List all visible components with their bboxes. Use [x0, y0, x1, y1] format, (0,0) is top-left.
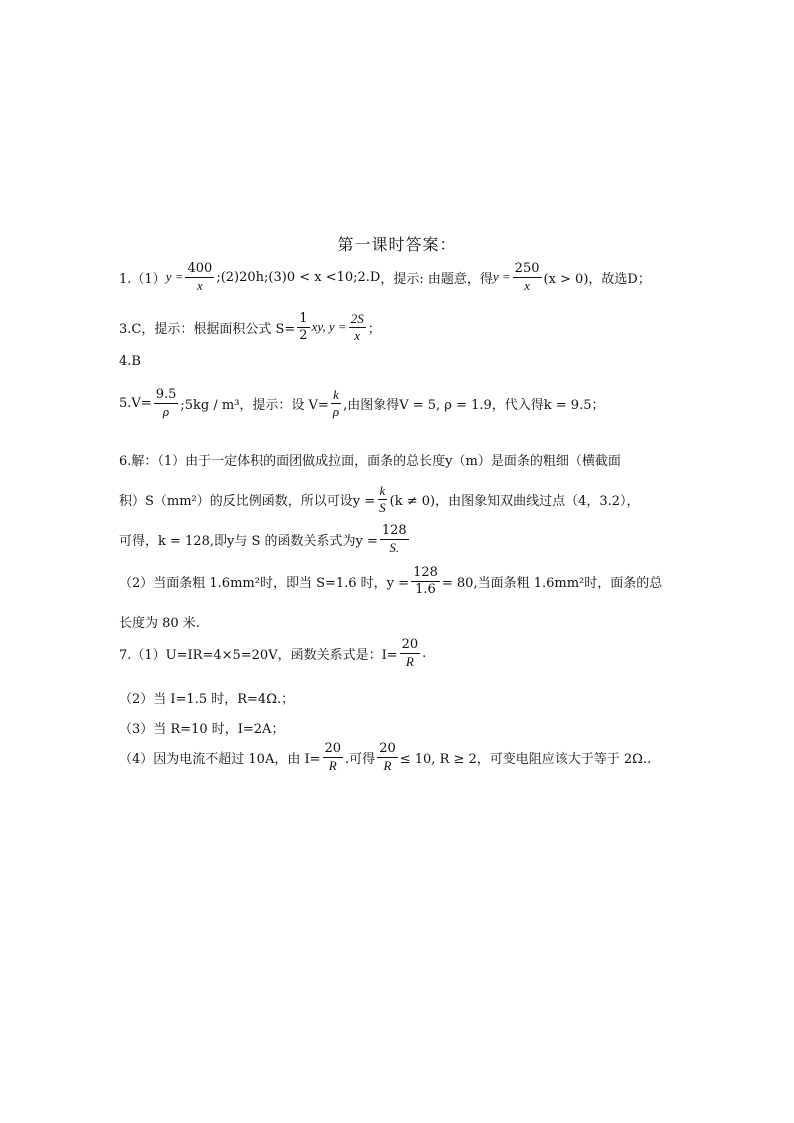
- q7-frac3-num: 20: [379, 741, 396, 756]
- q1-fraction-2: [513, 262, 542, 292]
- q5-fraction-1: [154, 388, 179, 418]
- q3-tail: ；: [367, 321, 381, 337]
- q1-frac1-den: x: [197, 277, 203, 293]
- q3-frac1-den: 2: [299, 327, 308, 343]
- answer-line-q7-2: [119, 688, 294, 707]
- q6-frac3-den: 1.6: [415, 581, 436, 597]
- q1-tail: (x > 0)，故选D；: [543, 271, 651, 287]
- q3-prefix: 3.C，提示：根据面积公式 S=: [119, 321, 296, 337]
- q3-frac2-den: x: [354, 327, 361, 343]
- q1-hint: ，提示: 由题意，得: [380, 271, 493, 287]
- q6-line3-prefix: 可得，k = 128,即y与 S 的函数关系式为y =: [119, 533, 378, 549]
- q7-line4-mid: .可得: [345, 751, 376, 767]
- q5-frac2-num: k: [333, 387, 339, 402]
- answer-line-q6-4: [119, 566, 662, 596]
- answer-line-q6-3: [119, 524, 411, 554]
- answer-line-q1: [119, 262, 651, 292]
- q5-frac2-den: ρ: [332, 403, 340, 419]
- q6-frac2-num: 128: [381, 523, 407, 538]
- q1-y-eq-2: y =: [492, 269, 511, 285]
- answer-line-q7-3: [119, 718, 284, 737]
- q3-fraction-1: [297, 312, 309, 342]
- q4-text: 4.B: [119, 354, 141, 369]
- q1-fraction-1: [185, 262, 214, 292]
- q1-prefix: 1.（1）: [119, 271, 166, 287]
- q6-line4-prefix: （2）当面条粗 1.6mm²时，即当 S=1.6 时，y =: [119, 575, 410, 591]
- q7-line1-tail: .: [422, 645, 427, 661]
- q6-frac1-den: S: [379, 499, 386, 515]
- q5-mid: ;5kg / m³，提示：设 V=: [180, 397, 329, 413]
- q7-frac2-num: 20: [324, 741, 342, 756]
- q7-frac1-num: 20: [401, 637, 419, 652]
- q6-frac1-num: k: [379, 483, 386, 498]
- q6-line2-tail: (k ≠ 0)，由图象知双曲线过点（4，3.2），: [389, 493, 640, 509]
- q3-frac2-num: 2S: [350, 311, 364, 326]
- answer-line-q6-5: [119, 612, 200, 631]
- q7-frac3-den: R: [383, 757, 392, 773]
- q5-frac1-den: ρ: [162, 403, 170, 419]
- q6-fraction-2: [380, 524, 409, 554]
- answer-line-q7-4: [119, 742, 651, 772]
- answer-line-q4: [119, 354, 141, 369]
- q7-frac2-den: R: [328, 757, 337, 773]
- q1-mid: ;(2)20h;(3)0 < x <10;2.D: [216, 269, 381, 285]
- q3-fraction-2: [349, 312, 366, 342]
- answer-line-q7-1: [119, 638, 426, 668]
- q1-frac2-num: 250: [514, 261, 540, 276]
- answer-line-q6-2: [119, 484, 640, 514]
- q6-frac3-num: 128: [413, 565, 438, 580]
- q1-frac2-den: x: [524, 277, 530, 293]
- answer-line-q3: [119, 312, 381, 342]
- answer-line-q5: [119, 388, 604, 418]
- q7-fraction-3: [377, 742, 398, 772]
- q6-line1: 6.解：（1）由于一定体积的面团做成拉面，面条的总长度y（m）是面条的粗细（横截面: [119, 454, 621, 469]
- page-title: 第一课时答案：: [337, 235, 457, 254]
- q3-frac1-num: 1: [299, 311, 308, 326]
- q6-fraction-3: [411, 566, 440, 596]
- q7-line2: （2）当 I=1.5 时，R=4Ω.；: [119, 692, 295, 707]
- q5-fraction-2: [331, 388, 341, 418]
- q5-frac1-num: 9.5: [155, 387, 177, 402]
- q6-line4-tail: = 80,当面条粗 1.6mm²时，面条的总: [441, 575, 663, 591]
- q7-frac1-den: R: [405, 653, 414, 669]
- q7-line4-prefix: （4）因为电流不超过 10A，由 I=: [119, 751, 321, 767]
- q7-line1-prefix: 7.（1）U=IR=4×5=20V，函数关系式是：I=: [119, 647, 398, 663]
- q1-frac1-num: 400: [187, 261, 213, 276]
- q7-fraction-1: [400, 638, 421, 668]
- q6-fraction-1: [377, 484, 388, 514]
- q6-line5: 长度为 80 米.: [119, 616, 200, 631]
- q3-mid: xy, y =: [311, 319, 347, 335]
- q7-fraction-2: [323, 742, 344, 772]
- q7-line3: （3）当 R=10 时，I=2A；: [119, 722, 285, 737]
- q5-tail: ,由图象得V = 5, ρ = 1.9，代入得k = 9.5；: [343, 397, 605, 413]
- q6-line2-prefix: 积）S（mm²）的反比例函数，所以可设y =: [119, 493, 376, 509]
- q7-line4-tail: ≤ 10, R ≥ 2，可变电阻应该大于等于 2Ω..: [399, 751, 652, 767]
- q6-frac2-den: S.: [389, 539, 400, 555]
- q1-y-eq: y =: [165, 269, 184, 285]
- q5-prefix: 5.V=: [119, 395, 152, 411]
- answer-line-q6-1: [119, 450, 621, 469]
